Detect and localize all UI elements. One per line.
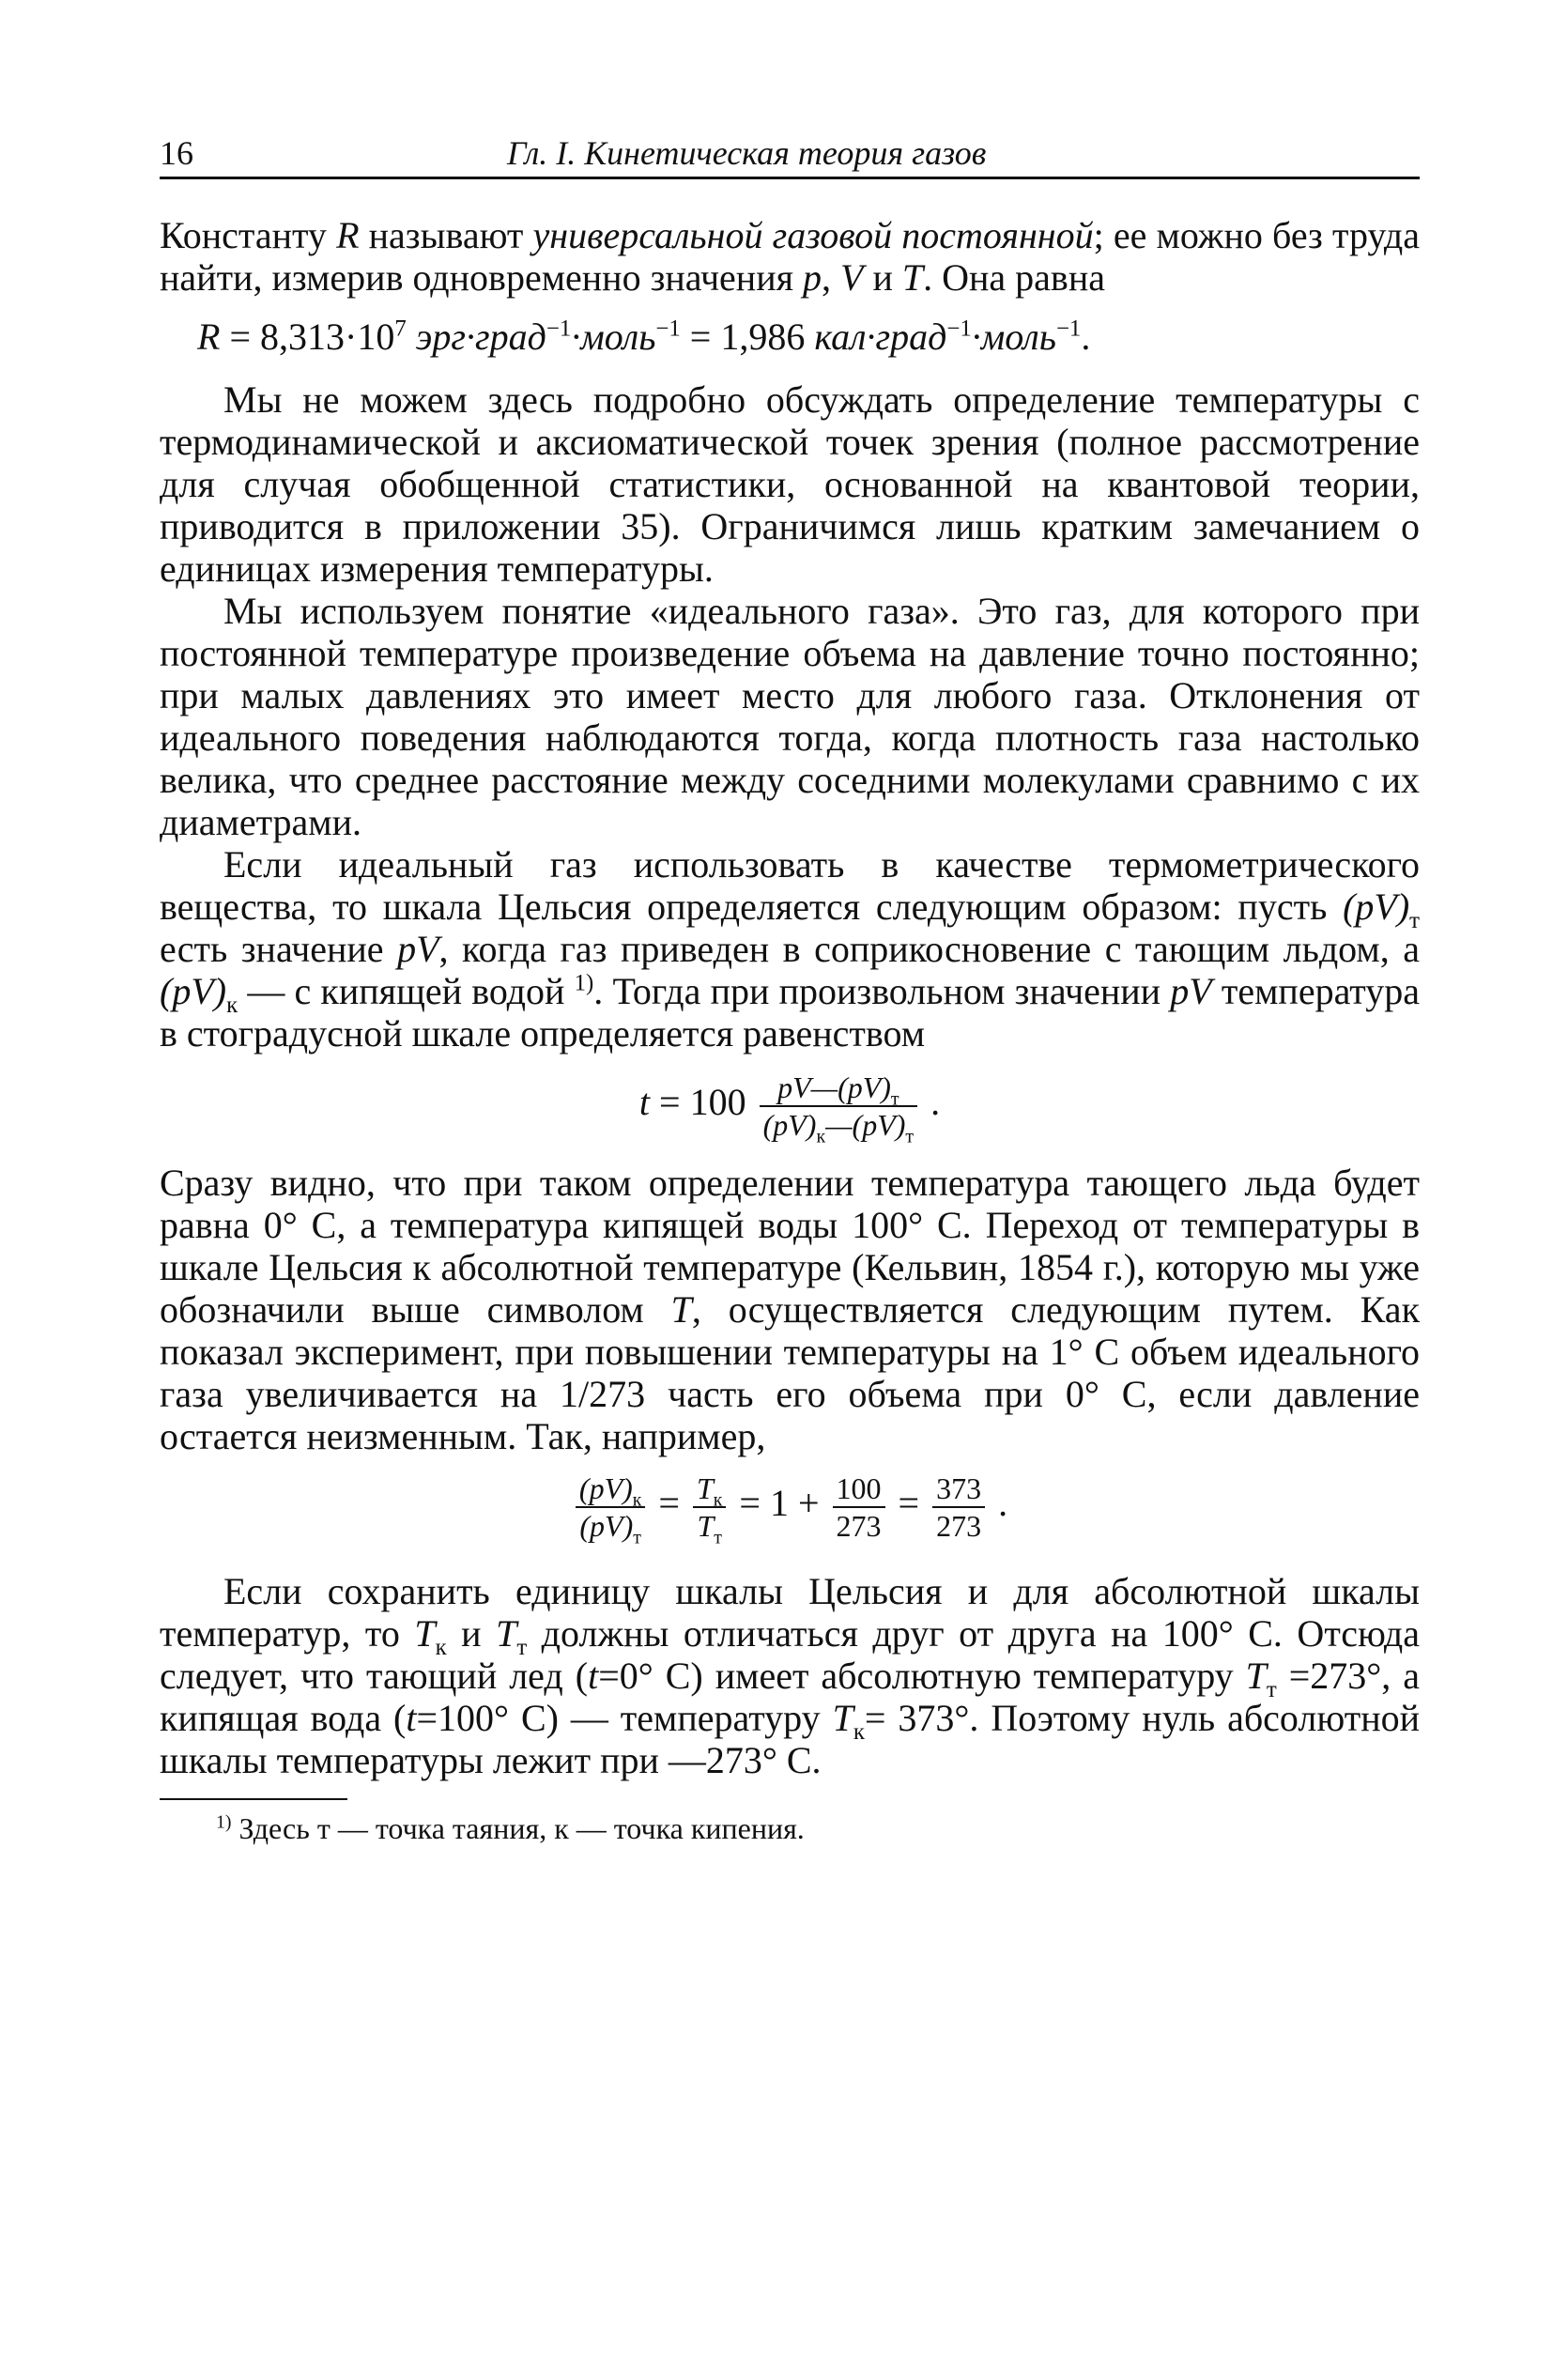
paragraph-kelvin: Сразу видно, что при таком определении температура тающего льда будет равна 0° С, а температура кипящей воды 100° С. Переход от температуры в шкале Цельсия к абсолютной температуре (Кельвин, 1854 г.), которую мы уже обозначили выше символом T, осуществляется следующим путем. Как показал эксперимент, при повышении температуры на 1° С объем идеального газа увеличивается на 1/273 часть его объема при 0° С, если давление остается неизменным. Так, например,	[160, 1162, 1420, 1457]
term-universal-gas-constant: универсальной газовой постоянной	[532, 214, 1094, 256]
equation-gas-constant: $R = 8,313\cdot 10^7$ эрг·град$^{-1}$·моль$^{-1}$ = 1,986 кал·град$^{-1}$·моль$^{-1}$.	[197, 316, 1091, 358]
footnote-mark: 1)	[216, 1811, 232, 1833]
fraction: $\frac{100}{273}$	[833, 1471, 885, 1544]
paragraph-ideal-gas: Мы используем понятие «идеального газа». Это газ, для которого при постоянной температуре произведение объема на давление точно постоянно; при малых давлениях это имеет место для любого газа. Отклонения от идеального поведения наблюдаются тогда, когда плотность газа настолько велика, что среднее расстояние между соседними молекулами сравнимо с их диаметрами.	[160, 590, 1420, 843]
paragraph-gas-constant: Константу R называют универсальной газовой постоянной; ее можно без труда найти, измерив одновременно значения p, V и T. Она равна	[160, 214, 1421, 299]
equation-celsius: t = 100 $\frac{pV—(pV)_т}{(pV)_к—(pV)_т}$ .	[638, 1070, 941, 1147]
paragraph-temperature-definition: Мы не можем здесь подробно обсуждать определение температуры с термодинамической и аксиоматической точек зрения (полное рассмотрение для случая обобщенной статистики, основанной на квантовой теории, приводится в приложении 35). Ограничимся лишь кратким замечанием о единицах измерения температуры.	[160, 378, 1420, 590]
footnote	[216, 1809, 1420, 1847]
footnote-text: Здесь т — точка таяния, к — точка кипения.	[231, 1811, 805, 1845]
footnote-reference: 1)	[574, 970, 594, 996]
page-number: 16	[160, 134, 193, 172]
running-title: Гл. I. Кинетическая теория газов	[507, 134, 987, 172]
footnote-rule	[160, 1798, 347, 1800]
equation-ratio: $\frac{(pV)_к}{(pV)_т}$ = $\frac{T_к}{T_т}$ = 1 + $\frac{100}{273}$ = $\frac{373}{273}$ .	[160, 1471, 1420, 1544]
paragraph-absolute-zero: Если сохранить единицу шкалы Цельсия и для абсолютной шкалы температур, то $T_к$ и $T_т$ должны отличаться друг от друга на 100° С. Отсюда следует, что тающий лед (t=0° С) имеет абсолютную температуру $T_т =273^\circ$, а кипящая вода (t=100° С) — температуру $T_к= 373^\circ$. Поэтому нуль абсолютной шкалы температуры лежит при —273° С.	[160, 1570, 1421, 1781]
fraction: $\frac{373}{273}$	[932, 1471, 985, 1544]
page-header	[160, 133, 1420, 179]
fraction: $\frac{T_к}{T_т}$	[693, 1471, 726, 1544]
body-text	[160, 214, 1420, 1847]
paragraph-celsius-scale: Если идеальный газ использовать в качестве термометрического вещества, то шкала Цельсия определяется следующим образом: пусть $(pV)_т$ есть значение pV, когда газ приведен в соприкосновение с тающим льдом, а $(pV)_к$ — с кипящей водой $^{1)}$. Тогда при произвольном значении pV температура в стоградусной шкале определяется равенством	[160, 843, 1421, 1055]
fraction: $\frac{(pV)_к}{(pV)_т}$	[576, 1471, 646, 1544]
fraction: $\frac{pV—(pV)_т}{(pV)_к—(pV)_т}$	[760, 1070, 917, 1143]
